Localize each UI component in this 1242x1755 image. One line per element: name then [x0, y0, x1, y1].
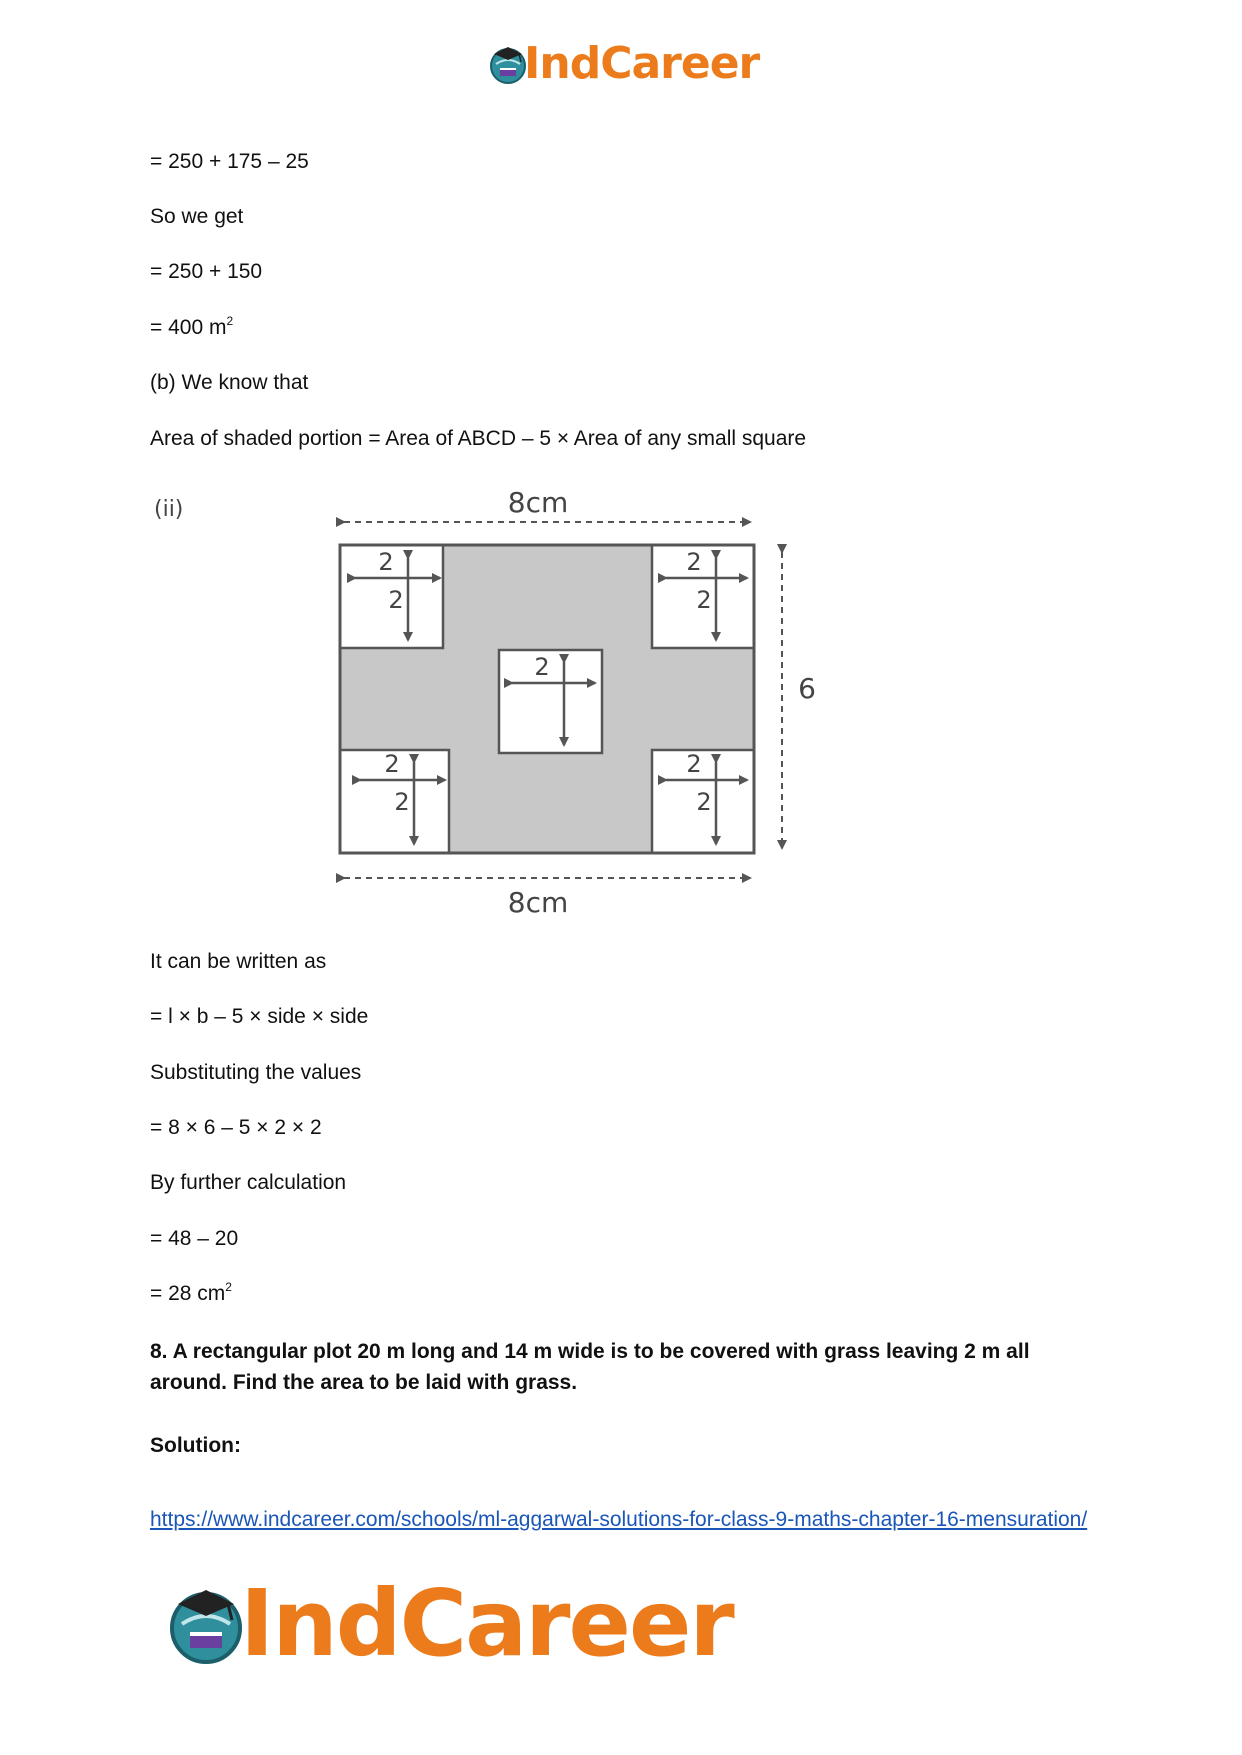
graduation-globe-icon	[162, 1580, 250, 1668]
source-link[interactable]: https://www.indcareer.com/schools/ml-aggarwal-solutions-for-class-9-maths-chapter-16-mensuration/	[150, 1508, 1088, 1531]
brand-name: IndCareer	[240, 1570, 733, 1677]
square-side-label: 2	[388, 586, 404, 614]
side-dimension-label: 6	[798, 672, 816, 705]
square-side-label: 2	[384, 750, 400, 778]
question-text: 8. A rectangular plot 20 m long and 14 m wide is to be covered with grass leaving 2 m all around. Find the area to be laid with grass.	[150, 1340, 1030, 1394]
superscript: 2	[225, 1280, 232, 1294]
solution-label: Solution:	[150, 1434, 241, 1457]
square-side-label: 2	[378, 548, 394, 576]
text-line: = 400 $m^2$	[150, 314, 234, 339]
square-side-label: 2	[534, 653, 550, 681]
square-side-label: 2	[686, 548, 702, 576]
text-line: By further calculation	[150, 1171, 347, 1194]
figure-label: (ii)	[154, 497, 184, 522]
center-square	[499, 650, 602, 753]
bottom-dimension-label: 8cm	[507, 886, 569, 919]
text-line: So we get	[150, 205, 244, 228]
text-line: = 8 × 6 – 5 × 2 × 2	[150, 1116, 322, 1139]
text-line: = 250 + 175 – 25	[150, 150, 309, 173]
text-line: It can be written as	[150, 950, 327, 973]
square-side-label: 2	[696, 586, 712, 614]
square-side-label: 2	[696, 788, 712, 816]
top-dimension-label: 8cm	[507, 486, 569, 519]
brand-name: IndCareer	[524, 38, 760, 89]
square-side-label: 2	[686, 750, 702, 778]
text-line: Substituting the values	[150, 1061, 362, 1084]
square-side-label: 2	[394, 788, 410, 816]
header-logo	[486, 38, 759, 89]
text-line: = l × b – 5 × side × side	[150, 1005, 369, 1028]
diagram-figure	[150, 480, 850, 925]
text-line: = 28 $cm^2$	[150, 1280, 232, 1305]
text-line: = 48 – 20	[150, 1227, 239, 1250]
superscript: 2	[226, 314, 234, 328]
text-line: = 250 + 150	[150, 260, 263, 283]
footer-logo	[162, 1570, 733, 1677]
text-line: (b) We know that	[150, 371, 309, 394]
text-line: Area of shaded portion = Area of ABCD – 5 × Area of any small square	[150, 427, 807, 450]
